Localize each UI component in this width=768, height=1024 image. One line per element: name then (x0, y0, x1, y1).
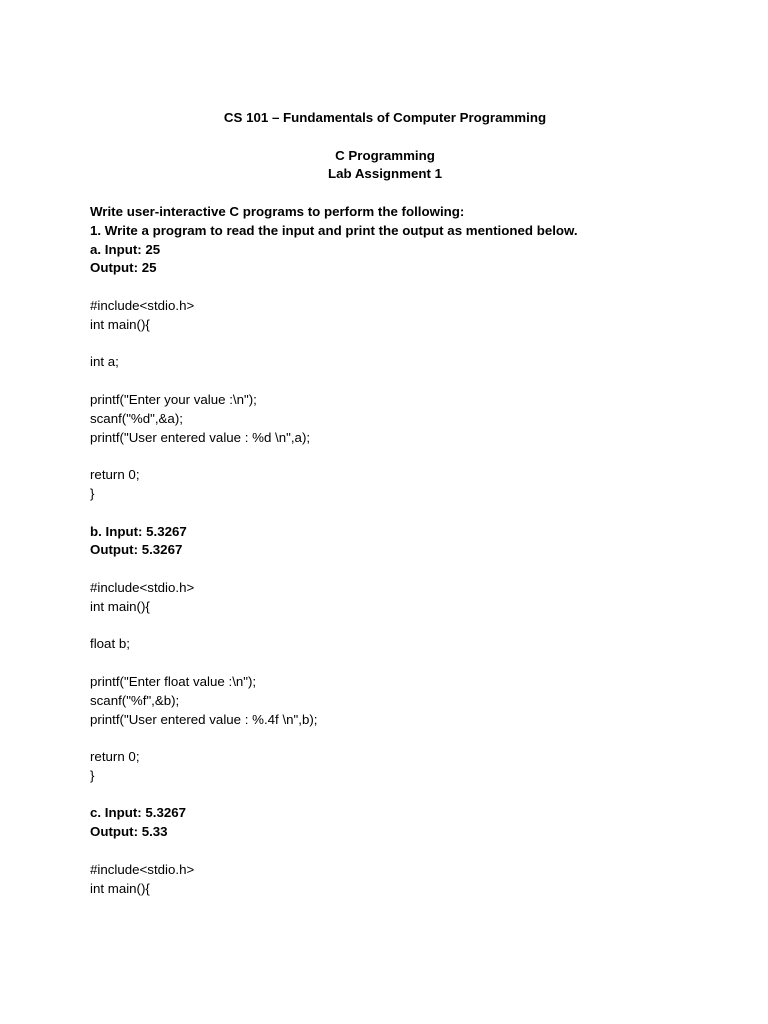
document-page (90, 109, 680, 898)
code-line (90, 729, 680, 748)
code-line: } (90, 767, 95, 783)
code-line: float b; (90, 636, 130, 652)
code-line: printf("Enter your value :\n"); (90, 391, 257, 407)
part-input-label: a. Input: 25 (90, 241, 161, 257)
part-a (90, 241, 680, 504)
part-input-label: b. Input: 5.3267 (90, 523, 187, 539)
assignment-title: Lab Assignment 1 (327, 166, 443, 182)
code-line (90, 617, 680, 636)
spacer (90, 842, 680, 861)
part-output-label: Output: 5.33 (90, 824, 168, 840)
spacer (90, 504, 680, 523)
code-line: printf("User entered value : %.4f \n",b); (90, 711, 318, 727)
spacer (90, 560, 680, 579)
task-heading: 1. Write a program to read the input and print the output as mentioned below. (90, 222, 578, 238)
code-line: return 0; (90, 749, 140, 765)
instruction-text: Write user-interactive C programs to perform the following: (90, 203, 465, 219)
code-line: scanf("%d",&a); (90, 410, 183, 426)
code-block (90, 579, 680, 786)
spacer (90, 128, 680, 147)
part-c (90, 804, 680, 898)
part-output-label: Output: 5.3267 (90, 542, 183, 558)
part-b (90, 523, 680, 786)
code-block (90, 297, 680, 504)
code-line: } (90, 485, 95, 501)
spacer (90, 184, 680, 203)
code-line (90, 447, 680, 466)
part-output-label: Output: 25 (90, 260, 157, 276)
code-line: #include<stdio.h> (90, 579, 195, 595)
spacer (90, 278, 680, 297)
code-line (90, 654, 680, 673)
code-line: int main(){ (90, 880, 150, 896)
code-line: printf("User entered value : %d \n",a); (90, 429, 311, 445)
code-line: #include<stdio.h> (90, 297, 195, 313)
code-line: int main(){ (90, 316, 150, 332)
code-block (90, 861, 680, 899)
part-input-label: c. Input: 5.3267 (90, 805, 187, 821)
code-line: #include<stdio.h> (90, 861, 195, 877)
subject-title: C Programming (335, 147, 435, 163)
code-line (90, 372, 680, 391)
code-line (90, 335, 680, 354)
code-line: printf("Enter float value :\n"); (90, 673, 257, 689)
course-title: CS 101 – Fundamentals of Computer Programming (223, 110, 547, 125)
code-line: int a; (90, 354, 119, 370)
spacer (90, 786, 680, 805)
code-line: int main(){ (90, 598, 150, 614)
code-line: return 0; (90, 467, 140, 483)
code-line: scanf("%f",&b); (90, 692, 180, 708)
